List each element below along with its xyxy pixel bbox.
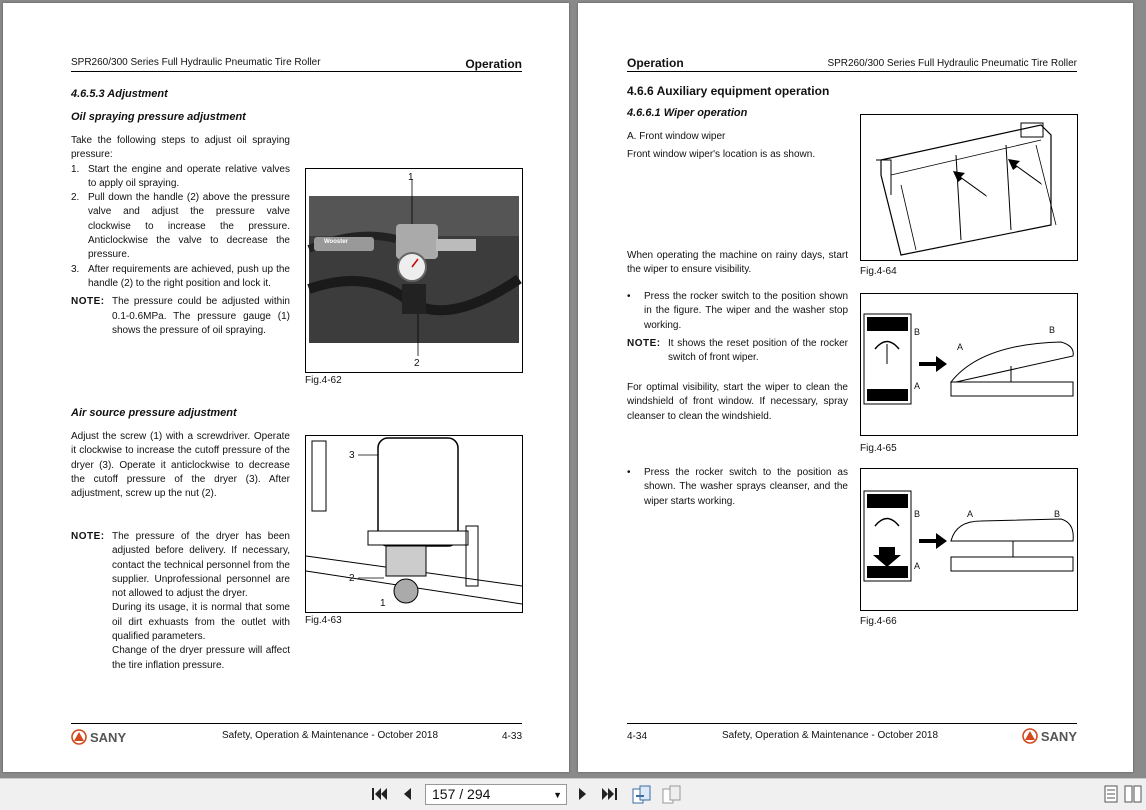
sany-logo: SANY	[1022, 728, 1077, 744]
left-page	[3, 3, 569, 772]
header-right: Operation	[465, 57, 522, 71]
fig65-label-b-left: B	[914, 327, 921, 337]
header-rule	[627, 71, 1077, 72]
fig63-caption: Fig.4-63	[305, 615, 342, 626]
viewer-toolbar	[0, 778, 1146, 810]
header-rule	[71, 71, 522, 72]
fig65-label-a-right: A	[957, 342, 964, 352]
fig62-label-1: 1	[408, 172, 414, 183]
bullet-icon: •	[627, 467, 631, 478]
fig63-label-2: 2	[349, 573, 355, 584]
fig66-label-b-right: B	[1054, 509, 1061, 519]
bullet-icon: •	[627, 291, 631, 302]
subsection-title: Oil spraying pressure adjustment	[71, 111, 246, 123]
fig66-label-b-left: B	[914, 509, 921, 519]
figure-rocker-switch-washer	[860, 468, 1078, 611]
header-left: Operation	[627, 56, 684, 70]
fig65-caption: Fig.4-65	[860, 443, 897, 454]
bullet-reset: • Press the rocker switch to the position shown in the figure. The wiper and the washer stop working. NOTE: It shows the reset position of the rocker switch of front wiper.	[627, 290, 848, 365]
two-page-icon[interactable]	[662, 785, 682, 810]
header-right: SPR260/300 Series Full Hydraulic Pneumatic Tire Roller	[827, 58, 1077, 69]
note: NOTE: The pressure of the dryer has been adjusted before delivery. If necessary, contact the technical personnel from the supplier. Unprofessional personnel are not allowed to adjust the dryer. During its usage, it is normal that some oil dirt exhuasts from the outlet with qualified parameters. Change of the dryer pressure will affect the tire inflation pressure.	[71, 531, 290, 671]
subsection-title-air: Air source pressure adjustment	[71, 407, 237, 419]
figure-dryer-drawing	[305, 435, 523, 613]
fig64-caption: Fig.4-64	[860, 266, 897, 277]
chevron-down-icon[interactable]: ▼	[553, 790, 562, 800]
section-title: 4.6.6 Auxiliary equipment operation	[627, 84, 830, 98]
fig63-label-3: 3	[349, 450, 355, 461]
fig66-label-a-left: A	[914, 561, 921, 571]
bullet-washer: • Press the rocker switch to the position as shown. The washer sprays cleanser, and the wiper starts working.	[627, 467, 848, 507]
air-source-text: Adjust the screw (1) with a screwdriver. Operate it clockwise to increase the cutoff pressure of the dryer (3). Operate it anticlockwise to decrease the cutoff pressure of the dryer (3). After adjustment, screw up the nut (2).	[71, 431, 290, 500]
step-item: 3. After requirements are achieved, push up the handle (2) to the right position and lock it.	[71, 263, 290, 289]
visibility-text: For optimal visibility, start the wiper to clean the windshield of front window. If necessary, spray cleanser to clean the windshield.	[627, 382, 848, 422]
right-page	[578, 3, 1133, 772]
footer-center: Safety, Operation & Maintenance - October 2018	[222, 730, 439, 741]
fig62-caption: Fig.4-62	[305, 375, 342, 386]
step-item: 2. Pull down the handle (2) above the pressure valve and adjust the pressure valve clockwise to increase the pressure. Anticlockwise the valve to decrease the pressure.	[71, 192, 290, 261]
fig63-label-1: 1	[380, 598, 386, 609]
footer-page-number: 4-33	[501, 731, 522, 742]
fit-page-icon[interactable]	[632, 785, 652, 810]
rocker-switch-washer-icon	[861, 469, 1077, 610]
two-page-view-icon[interactable]	[1124, 785, 1142, 808]
item-a-text: Front window wiper's location is as shown.	[627, 149, 816, 160]
figure-pressure-valve-photo	[305, 168, 523, 373]
fig62-brand-label: Wooster	[324, 239, 348, 245]
footer-page-number: 4-34	[627, 731, 648, 742]
sany-logo: SANY	[71, 729, 126, 745]
note: NOTE: The pressure could be adjusted within 0.1-0.6MPa. The pressure gauge (1) shows the pressure of oil spraying.	[71, 296, 290, 336]
next-page-icon[interactable]	[576, 785, 590, 808]
pressure-valve-photo-icon	[306, 169, 522, 372]
dryer-drawing-icon	[306, 436, 522, 612]
fig66-label-a-right: A	[967, 509, 974, 519]
oil-spray-text	[71, 134, 290, 338]
first-page-icon[interactable]	[370, 785, 388, 808]
header-left: SPR260/300 Series Full Hydraulic Pneumatic Tire Roller	[71, 57, 321, 68]
single-page-view-icon[interactable]	[1104, 785, 1118, 808]
rocker-switch-reset-icon	[861, 294, 1077, 435]
fig65-label-b-right: B	[1049, 325, 1056, 335]
figure-wiper-location	[860, 114, 1078, 261]
sany-logo-icon	[1022, 728, 1038, 744]
windshield-wiper-icon	[861, 115, 1077, 260]
subsection-title: 4.6.6.1 Wiper operation	[627, 107, 748, 119]
intro-paragraph: Take the following steps to adjust oil spraying pressure:	[71, 135, 290, 161]
footer-center: Safety, Operation & Maintenance - October 2018	[722, 730, 939, 741]
last-page-icon[interactable]	[601, 785, 619, 808]
footer-rule	[71, 723, 522, 724]
fig65-label-a-left: A	[914, 381, 921, 391]
prev-page-icon[interactable]	[400, 785, 414, 808]
note: NOTE: It shows the reset position of the rocker switch of front wiper.	[627, 337, 848, 364]
section-title: 4.6.5.3 Adjustment	[71, 88, 168, 100]
dryer-note	[71, 530, 290, 673]
step-item: 1. Start the engine and operate relative valves to apply oil spraying.	[71, 163, 290, 189]
rain-text: When operating the machine on rainy days, start the wiper to ensure visibility.	[627, 250, 848, 276]
item-a-title: A. Front window wiper	[627, 131, 726, 142]
fig62-label-2: 2	[414, 358, 420, 369]
fig66-caption: Fig.4-66	[860, 616, 897, 627]
footer-rule	[627, 723, 1077, 724]
sany-logo-icon	[71, 729, 87, 745]
page-number-field[interactable]: 157 / 294 ▼	[425, 784, 567, 805]
figure-rocker-switch-reset	[860, 293, 1078, 436]
